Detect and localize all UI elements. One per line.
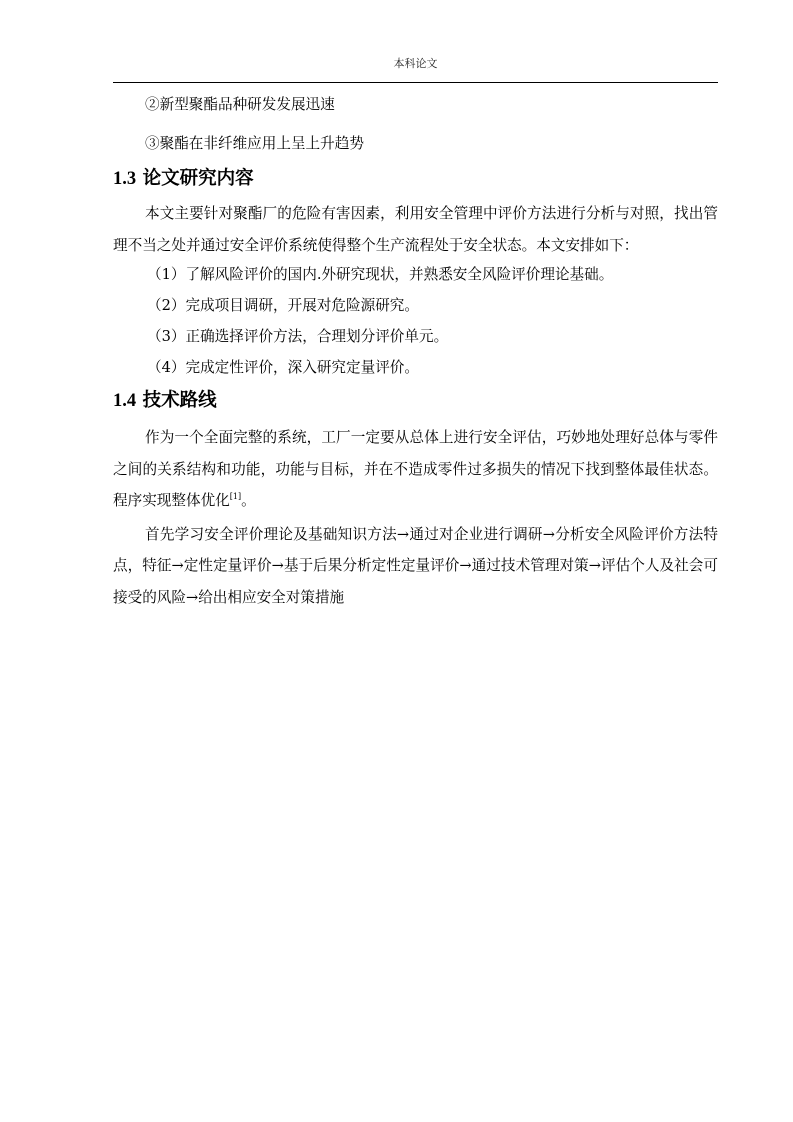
- citation-reference[interactable]: [1]: [229, 492, 242, 502]
- intro-item-2: ②新型聚酯品种研发发展迅速: [145, 96, 335, 113]
- list-item: （2）完成项目调研，开展对危险源研究。: [147, 297, 419, 314]
- section-heading-1-4: [113, 388, 718, 414]
- paragraph-end: 。: [241, 492, 256, 509]
- page-content: [113, 95, 718, 613]
- list-item: （4）完成定性评价，深入研究定量评价。: [147, 359, 419, 376]
- list-item: （1）了解风险评价的国内.外研究现状，并熟悉安全风险评价理论基础。: [147, 266, 614, 283]
- header-title: 本科论文: [393, 57, 438, 70]
- section-1-4-paragraph-2: 首先学习安全评价理论及基础知识方法→通过对企业进行调研→分析安全风险评价方法特点，特征→定性定量评价→基于后果分析定性定量评价→通过技术管理对策→评估个人及社会可接受的风险→给出相应安全对策措施: [113, 525, 718, 606]
- section-title: 技术路线: [142, 390, 217, 411]
- section-number: 1.4: [113, 391, 137, 411]
- section-title: 论文研究内容: [142, 168, 254, 189]
- intro-item-3: ③聚酯在非纤维应用上呈上升趋势: [145, 135, 364, 152]
- section-heading-1-3: [113, 166, 718, 192]
- page-header: [113, 56, 718, 72]
- section-number: 1.3: [113, 169, 137, 189]
- research-content-list: [113, 265, 718, 378]
- paragraph-text: 作为一个全面完整的系统，工厂一定要从总体上进行安全评估，巧妙地处理好总体与零件之间的关系结构和功能，功能与目标，并在不造成零件过多损失的情况下找到整体最佳状态。程序实现整体优化: [113, 429, 718, 509]
- header-divider: [113, 82, 718, 83]
- section-1-3-paragraph: 本文主要针对聚酯厂的危险有害因素，利用安全管理中评价方法进行分析与对照，找出管理不当之处并通过安全评价系统使得整个生产流程处于安全状态。本文安排如下：: [113, 205, 718, 254]
- section-1-4-paragraph-1: [113, 422, 718, 517]
- list-item: （3）正确选择评价方法，合理划分评价单元。: [147, 328, 449, 345]
